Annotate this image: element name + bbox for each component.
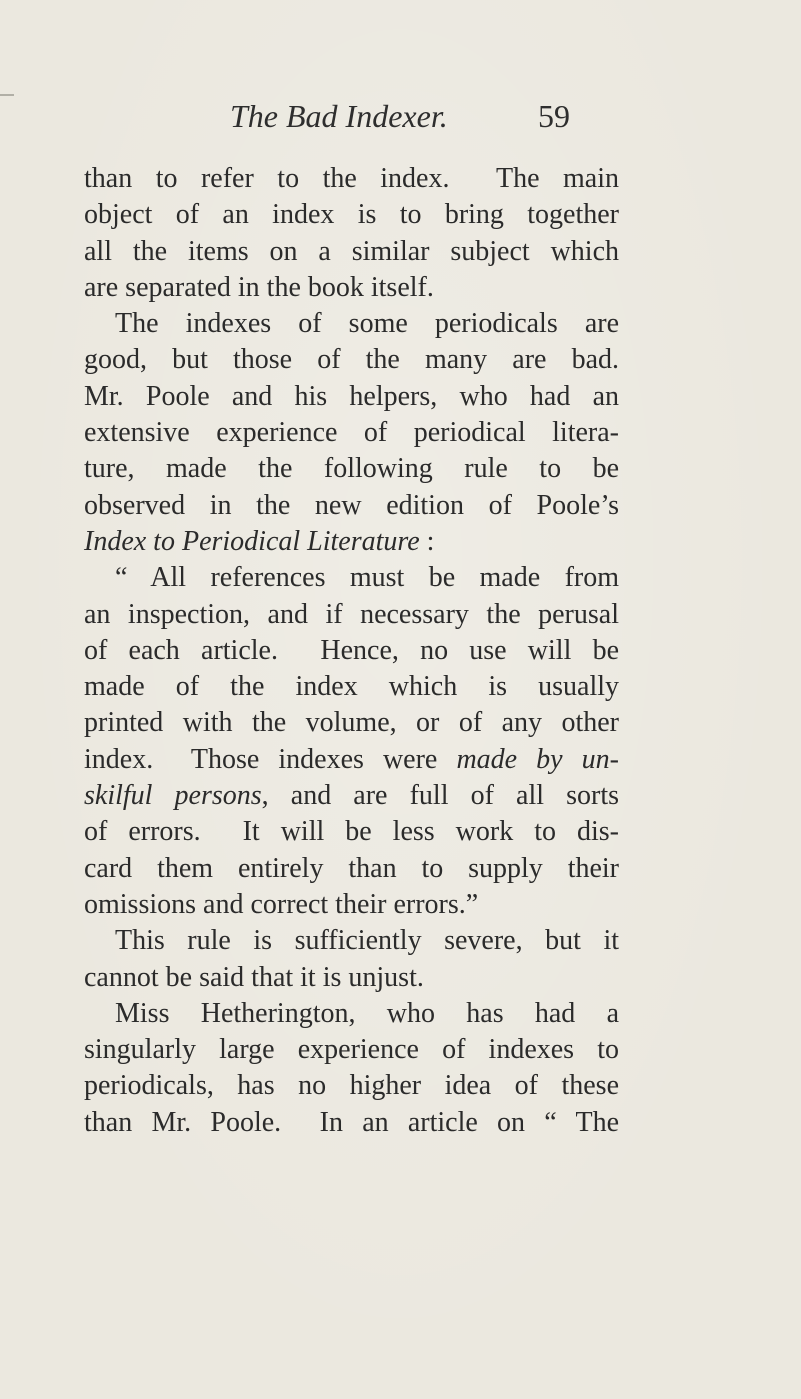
page-edge-mark xyxy=(0,94,14,96)
text-line: singularly large experience of indexes to xyxy=(84,1034,619,1066)
text-line: an inspection, and if necessary the perusal xyxy=(84,598,619,630)
text-line: printed with the volume, or of any other xyxy=(84,707,619,739)
italic-title: Index to Periodical Literature xyxy=(84,525,420,557)
text-line: Index to Periodical Literature : xyxy=(84,525,435,557)
text-line: than to refer to the index. The main xyxy=(84,163,619,194)
text-line: all the items on a similar subject which xyxy=(84,235,619,267)
text-line: index. Those indexes were made by un- xyxy=(84,743,620,775)
text-line: ture, made the following rule to be xyxy=(84,453,619,485)
text-line: of each article. Hence, no use will be xyxy=(84,634,619,666)
text-line: Miss Hetherington, who has had a xyxy=(115,997,619,1029)
running-title: The Bad Indexer. xyxy=(230,98,448,134)
text-line: This rule is sufficiently severe, but it xyxy=(115,925,619,957)
italic-phrase: made by un- xyxy=(456,743,620,775)
text-line: The indexes of some periodicals are xyxy=(115,308,619,340)
text-line: good, but those of the many are bad. xyxy=(84,344,619,376)
text-line: “ All references must be made from xyxy=(115,562,619,594)
text-line: object of an index is to bring together xyxy=(84,199,619,231)
text-line: periodicals, has no higher idea of these xyxy=(84,1070,619,1102)
page-header xyxy=(230,96,570,136)
text-line: than Mr. Poole. In an article on “ The xyxy=(84,1106,619,1138)
text-line: are separated in the book itself. xyxy=(84,271,434,303)
page-number: 59 xyxy=(538,98,570,134)
body-text xyxy=(84,161,619,1141)
text-line: observed in the new edition of Poole’s xyxy=(84,489,619,521)
text-line: of errors. It will be less work to dis- xyxy=(84,816,619,848)
text-line: skilful persons, and are full of all sorts xyxy=(84,780,619,812)
text-line: omissions and correct their errors.” xyxy=(84,888,479,920)
text-line: card them entirely than to supply their xyxy=(84,852,619,884)
text-line: made of the index which is usually xyxy=(84,671,619,703)
text-line: Mr. Poole and his helpers, who had an xyxy=(84,380,619,412)
text-line: cannot be said that it is unjust. xyxy=(84,961,424,993)
text-line: extensive experience of periodical litera- xyxy=(84,417,619,449)
italic-phrase: skilful persons xyxy=(84,780,262,812)
